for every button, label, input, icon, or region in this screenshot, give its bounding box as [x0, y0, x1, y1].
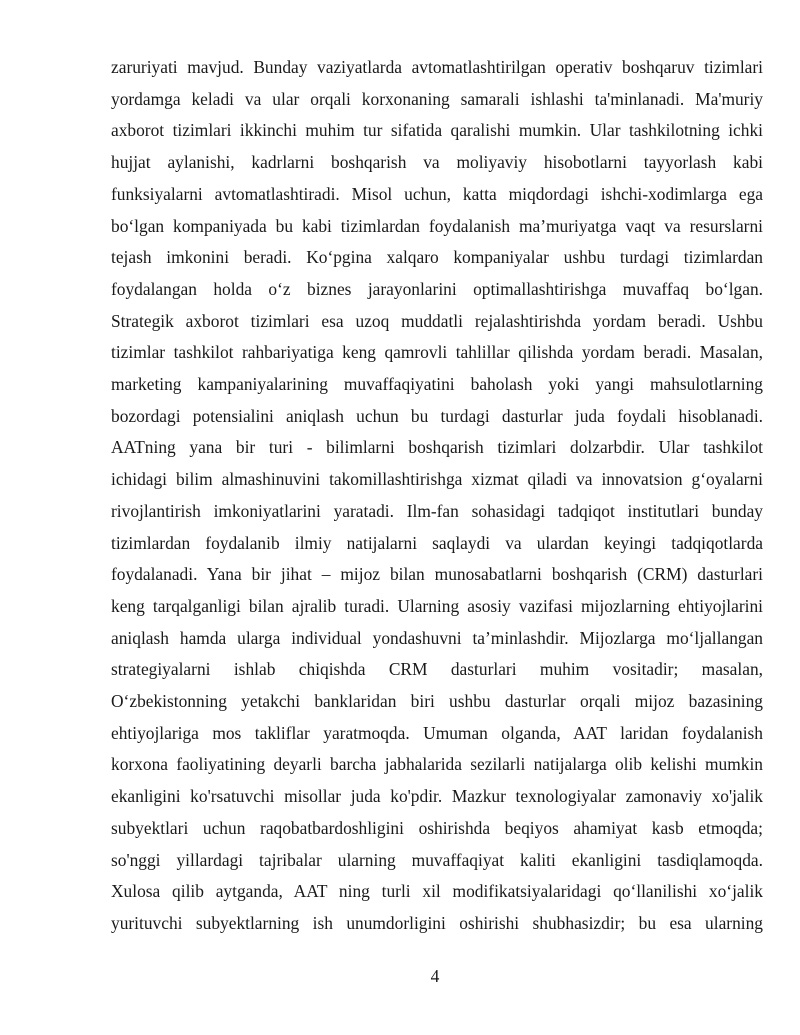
- text-line: korxona faoliyatining deyarli barcha jabhalarida sezilarli natijalarga olib kelishi mumkin: [111, 754, 763, 775]
- text-line: Oʻzbekistonning yetakchi banklaridan biri ushbu dasturlar orqali mijoz bazasining: [111, 691, 763, 712]
- text-line: so'nggi yillardagi tajribalar ularning muvaffaqiyat kaliti ekanligini tasdiqlamoqda.: [111, 849, 763, 870]
- text-line: tejash imkonini beradi. Koʻpgina xalqaro kompaniyalar ushbu turdagi tizimlardan: [111, 247, 763, 268]
- text-line: aniqlash hamda ularga individual yondashuvni taʼminlashdir. Mijozlarga moʻljallangan: [111, 627, 763, 648]
- text-line: tizimlardan foydalanib ilmiy natijalarni saqlaydi va ulardan keyingi tadqiqotlarda: [111, 532, 763, 553]
- text-line: Strategik axborot tizimlari esa uzoq muddatli rejalashtirishda yordam beradi. Ushbu: [111, 310, 763, 331]
- text-line: rivojlantirish imkoniyatlarini yaratadi. Ilm-fan sohasidagi tadqiqot institutlari bunday: [111, 500, 763, 521]
- body-paragraph: [111, 52, 763, 940]
- text-line: tizimlar tashkilot rahbariyatiga keng qamrovli tahlillar qilishda yordam beradi. Masalan,: [111, 342, 763, 363]
- text-line: marketing kampaniyalarining muvaffaqiyatini baholash yoki yangi mahsulotlarning: [111, 374, 763, 395]
- text-line: Xulosa qilib aytganda, AAT ning turli xil modifikatsiyalaridagi qoʻllanilishi xoʻjalik: [111, 881, 763, 902]
- text-line: subyektlari uchun raqobatbardoshligini oshirishda beqiyos ahamiyat kasb etmoqda;: [111, 817, 763, 838]
- text-line: keng tarqalganligi bilan ajralib turadi. Ularning asosiy vazifasi mijozlarning ehtiyojlarini: [111, 595, 763, 616]
- text-line: yurituvchi subyektlarning ish unumdorligini oshirishi shubhasizdir; bu esa ularning: [111, 912, 763, 933]
- text-line: strategiyalarni ishlab chiqishda CRM dasturlari muhim vositadir; masalan,: [111, 659, 763, 680]
- text-line: AATning yana bir turi - bilimlarni boshqarish tizimlari dolzarbdir. Ular tashkilot: [111, 437, 763, 458]
- text-line: axborot tizimlari ikkinchi muhim tur sifatida qaralishi mumkin. Ular tashkilotning ichki: [111, 120, 763, 141]
- text-line: ekanligini ko'rsatuvchi misollar juda ko'pdir. Mazkur texnologiyalar zamonaviy xo'jalik: [111, 786, 763, 807]
- text-line: foydalanadi. Yana bir jihat – mijoz bilan munosabatlarni boshqarish (CRM) dasturlari: [111, 564, 763, 585]
- text-line: bozordagi potensialini aniqlash uchun bu turdagi dasturlar juda foydali hisoblanadi.: [111, 405, 763, 426]
- text-line: yordamga keladi va ular orqali korxonaning samarali ishlashi ta'minlanadi. Ma'muriy: [111, 88, 763, 109]
- text-line: funksiyalarni avtomatlashtiradi. Misol uchun, katta miqdordagi ishchi-xodimlarga ega: [111, 183, 763, 204]
- text-line: zaruriyati mavjud. Bunday vaziyatlarda avtomatlashtirilgan operativ boshqaruv tizimlari: [111, 57, 763, 77]
- page-number: 4: [430, 966, 440, 986]
- text-line: hujjat aylanishi, kadrlarni boshqarish va moliyaviy hisobotlarni tayyorlash kabi: [111, 152, 763, 173]
- text-line: ichidagi bilim almashinuvini takomillashtirishga xizmat qiladi va innovatsion gʻoyalarni: [111, 469, 763, 490]
- text-line: ehtiyojlariga mos takliflar yaratmoqda. Umuman olganda, AAT laridan foydalanish: [111, 722, 763, 743]
- text-line: boʻlgan kompaniyada bu kabi tizimlardan foydalanish maʼmuriyatga vaqt va resurslarni: [111, 215, 763, 236]
- text-line: foydalangan holda oʻz biznes jarayonlarini optimallashtirishga muvaffaq boʻlgan.: [111, 278, 763, 299]
